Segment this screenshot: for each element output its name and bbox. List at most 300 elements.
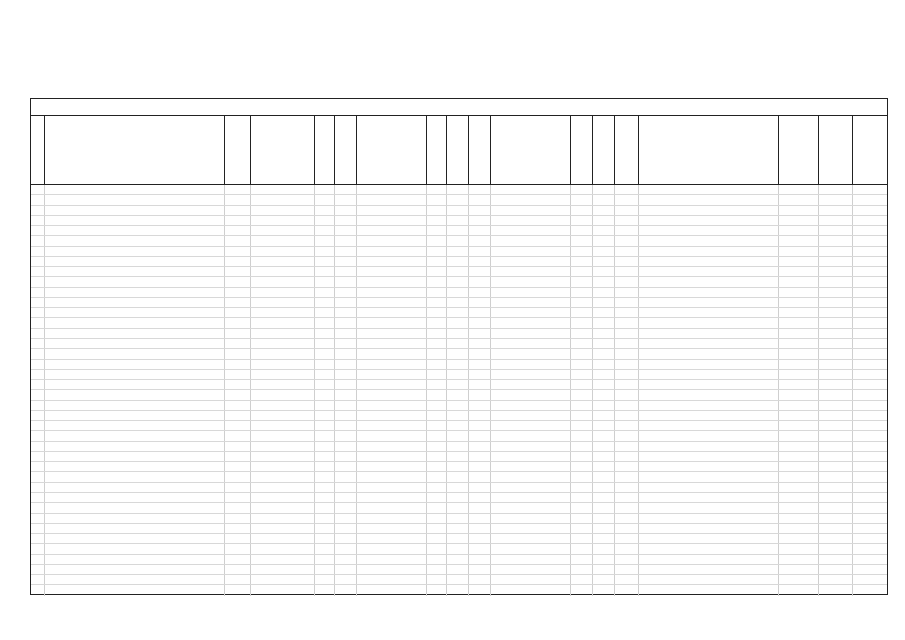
table-cell [469,329,491,338]
table-cell [335,360,357,369]
column-header [571,116,593,184]
table-row [31,257,887,267]
table-cell [639,216,779,225]
table-cell [31,185,45,194]
table-cell [571,452,593,461]
table-cell [593,257,615,266]
table-cell [335,555,357,564]
table-cell [615,483,639,492]
table-cell [779,298,819,307]
table-cell [491,524,571,533]
table-cell [779,575,819,584]
table-cell [225,277,251,286]
table-row [31,360,887,370]
table-cell [427,534,447,543]
table-cell [251,298,315,307]
table-cell [469,370,491,379]
table-cell [819,267,853,276]
table-row [31,401,887,411]
table-cell [593,483,615,492]
table-cell [357,565,427,574]
table-cell [469,401,491,410]
table-cell [251,390,315,399]
table-cell [593,544,615,553]
table-cell [45,185,225,194]
table-cell [593,349,615,358]
table-cell [469,565,491,574]
table-cell [31,401,45,410]
table-cell [357,380,427,389]
table-cell [251,493,315,502]
table-cell [571,442,593,451]
table-cell [819,534,853,543]
table-row [31,349,887,359]
table-cell [819,462,853,471]
table-cell [853,452,887,461]
table-cell [251,308,315,317]
header-note-line [721,14,891,22]
table-cell [315,206,335,215]
table-cell [225,503,251,512]
table-cell [571,236,593,245]
table-cell [853,431,887,440]
table-cell [31,524,45,533]
table-cell [819,390,853,399]
table-cell [315,442,335,451]
table-cell [251,277,315,286]
table-cell [571,298,593,307]
table-cell [819,514,853,523]
table-cell [225,534,251,543]
table-cell [45,308,225,317]
table-cell [571,524,593,533]
table-cell [593,431,615,440]
table-cell [593,185,615,194]
table-cell [427,493,447,502]
table-cell [225,195,251,204]
table-cell [819,483,853,492]
table-cell [779,349,819,358]
table-cell [779,288,819,297]
table-cell [447,298,469,307]
table-cell [571,277,593,286]
table-cell [447,370,469,379]
table-cell [819,380,853,389]
table-cell [315,411,335,420]
table-cell [779,534,819,543]
table-cell [225,370,251,379]
table-cell [779,431,819,440]
table-cell [251,195,315,204]
table-cell [853,534,887,543]
table-cell [819,236,853,245]
table-cell [225,421,251,430]
table-cell [819,370,853,379]
table-cell [779,390,819,399]
table-cell [593,575,615,584]
table-cell [447,401,469,410]
table-cell [779,493,819,502]
table-cell [447,493,469,502]
table-cell [491,390,571,399]
table-cell [335,206,357,215]
table-cell [447,462,469,471]
table-cell [335,370,357,379]
table-cell [315,226,335,235]
table-cell [639,318,779,327]
table-cell [251,349,315,358]
table-cell [491,544,571,553]
table-cell [853,555,887,564]
table-cell [357,555,427,564]
table-cell [357,493,427,502]
table-cell [31,349,45,358]
table-row [31,514,887,524]
table-cell [819,226,853,235]
table-cell [45,349,225,358]
table-cell [639,339,779,348]
table-cell [593,462,615,471]
table-cell [427,195,447,204]
table-cell [491,226,571,235]
table-cell [779,411,819,420]
table-cell [427,360,447,369]
table-cell [779,421,819,430]
table-cell [45,462,225,471]
table-cell [335,514,357,523]
table-cell [819,452,853,461]
table-cell [819,544,853,553]
table-cell [469,349,491,358]
table-cell [357,483,427,492]
table-cell [31,216,45,225]
table-cell [639,257,779,266]
table-cell [251,483,315,492]
table-cell [491,339,571,348]
table-cell [639,411,779,420]
table-cell [615,185,639,194]
table-cell [31,421,45,430]
table-cell [469,462,491,471]
table-cell [447,195,469,204]
table-cell [357,514,427,523]
table-cell [615,277,639,286]
table-cell [45,421,225,430]
table-row [31,452,887,462]
table-cell [225,390,251,399]
table-cell [615,257,639,266]
table-cell [251,442,315,451]
table-cell [571,585,593,595]
table-cell [615,288,639,297]
table-cell [593,318,615,327]
table-header-row [31,116,887,185]
table-cell [31,565,45,574]
table-cell [31,534,45,543]
table-cell [251,216,315,225]
table-cell [251,339,315,348]
table-cell [31,431,45,440]
table-cell [593,277,615,286]
table-cell [853,380,887,389]
table-cell [335,329,357,338]
table-cell [819,503,853,512]
table-cell [469,472,491,481]
table-cell [335,288,357,297]
table-cell [593,339,615,348]
table-row [31,483,887,493]
table-cell [593,452,615,461]
table-cell [357,585,427,595]
table-cell [639,555,779,564]
table-cell [571,401,593,410]
table-cell [251,555,315,564]
table-cell [615,534,639,543]
table-cell [491,195,571,204]
table-cell [615,247,639,256]
table-cell [31,257,45,266]
table-cell [357,442,427,451]
table-cell [225,411,251,420]
table-cell [593,206,615,215]
table-row [31,206,887,216]
table-cell [427,298,447,307]
table-cell [819,329,853,338]
table-cell [31,575,45,584]
table-cell [853,360,887,369]
table-cell [491,585,571,595]
table-cell [779,206,819,215]
table-cell [779,216,819,225]
table-cell [427,503,447,512]
table-cell [853,401,887,410]
header-note-line [721,34,891,42]
table-cell [357,462,427,471]
table-cell [447,411,469,420]
table-cell [491,318,571,327]
table-cell [447,534,469,543]
table-cell [225,267,251,276]
table-cell [639,226,779,235]
table-cell [315,288,335,297]
table-cell [571,380,593,389]
table-cell [491,565,571,574]
table-cell [251,236,315,245]
table-cell [31,493,45,502]
table-cell [335,431,357,440]
table-cell [45,544,225,553]
table-cell [225,462,251,471]
table-cell [427,288,447,297]
table-cell [779,308,819,317]
table-cell [469,360,491,369]
table-cell [819,206,853,215]
table-cell [251,329,315,338]
table-cell [853,288,887,297]
table-cell [853,524,887,533]
table-cell [615,195,639,204]
table-cell [357,370,427,379]
table-cell [335,524,357,533]
table-cell [639,431,779,440]
table-cell [357,318,427,327]
table-cell [357,349,427,358]
table-row [31,544,887,554]
table-cell [251,431,315,440]
table-cell [469,247,491,256]
table-cell [615,226,639,235]
table-row [31,472,887,482]
table-cell [225,514,251,523]
table-cell [251,452,315,461]
table-cell [427,206,447,215]
table-row [31,236,887,246]
table-cell [447,442,469,451]
table-cell [819,288,853,297]
table-cell [357,226,427,235]
table-cell [593,493,615,502]
table-cell [357,206,427,215]
table-cell [225,226,251,235]
table-row [31,288,887,298]
table-cell [491,247,571,256]
table-cell [357,503,427,512]
table-cell [819,216,853,225]
table-cell [251,185,315,194]
column-header [225,116,251,184]
table-cell [593,308,615,317]
table-row [31,216,887,226]
table-cell [491,277,571,286]
table-cell [251,565,315,574]
table-cell [315,534,335,543]
table-cell [251,267,315,276]
table-cell [447,431,469,440]
table-cell [853,257,887,266]
table-cell [251,503,315,512]
table-row [31,534,887,544]
table-cell [469,277,491,286]
table-cell [45,524,225,533]
table-cell [31,503,45,512]
table-cell [779,267,819,276]
table-cell [469,288,491,297]
table-cell [31,206,45,215]
table-cell [335,349,357,358]
table-cell [447,216,469,225]
table-cell [639,236,779,245]
table-cell [45,195,225,204]
table-row [31,370,887,380]
table-cell [427,380,447,389]
table-cell [593,298,615,307]
header-note-line [721,24,891,32]
table-cell [571,206,593,215]
table-cell [45,514,225,523]
table-cell [31,298,45,307]
table-cell [819,585,853,595]
table-cell [779,236,819,245]
table-cell [45,452,225,461]
table-cell [45,360,225,369]
table-cell [447,585,469,595]
table-cell [819,411,853,420]
table-cell [819,524,853,533]
table-cell [571,493,593,502]
table-cell [447,349,469,358]
column-header [357,116,427,184]
table-cell [571,185,593,194]
table-cell [819,185,853,194]
table-cell [639,329,779,338]
table-cell [335,298,357,307]
table-cell [251,360,315,369]
table-cell [45,503,225,512]
table-cell [779,226,819,235]
table-cell [615,421,639,430]
table-cell [31,452,45,461]
table-cell [251,514,315,523]
table-cell [357,472,427,481]
table-cell [615,452,639,461]
table-cell [853,329,887,338]
table-cell [779,514,819,523]
table-cell [315,401,335,410]
table-cell [469,524,491,533]
table-cell [427,555,447,564]
table-cell [615,555,639,564]
table-cell [225,339,251,348]
table-cell [335,339,357,348]
table-cell [615,318,639,327]
table-row [31,442,887,452]
table-cell [335,483,357,492]
table-cell [639,514,779,523]
table-cell [853,493,887,502]
table-cell [469,226,491,235]
table-cell [853,390,887,399]
table-cell [853,318,887,327]
table-cell [819,257,853,266]
table-cell [491,575,571,584]
table-cell [357,390,427,399]
table-cell [335,401,357,410]
table-cell [819,442,853,451]
header-note-line [721,44,891,52]
table-cell [779,277,819,286]
table-cell [639,390,779,399]
table-cell [571,226,593,235]
table-cell [615,401,639,410]
table-cell [819,360,853,369]
table-cell [31,514,45,523]
table-cell [315,462,335,471]
table-cell [315,267,335,276]
table-cell [427,216,447,225]
table-cell [225,185,251,194]
table-cell [427,185,447,194]
table-cell [315,575,335,584]
table-cell [357,544,427,553]
table-cell [335,390,357,399]
table-cell [315,216,335,225]
table-cell [639,483,779,492]
table-cell [779,472,819,481]
table-cell [447,421,469,430]
table-cell [335,534,357,543]
table-cell [779,483,819,492]
table-cell [225,206,251,215]
